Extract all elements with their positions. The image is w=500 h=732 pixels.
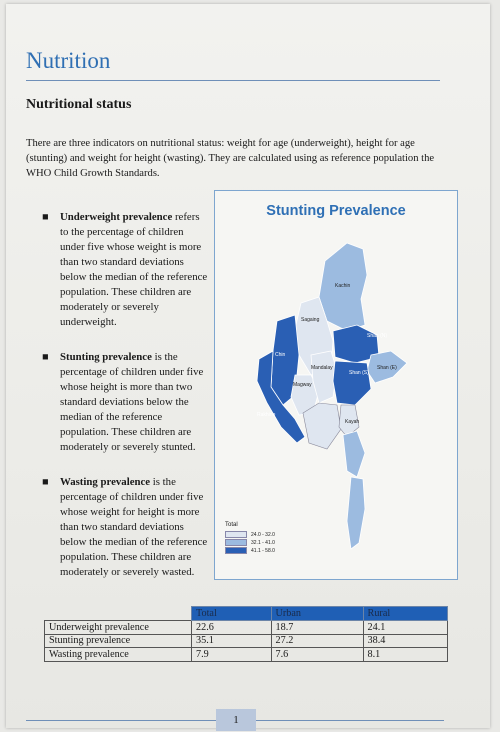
table-cell: Underweight prevalence	[45, 621, 192, 635]
section-heading: Nutritional status	[26, 97, 132, 112]
map-label: Chin	[275, 352, 286, 358]
map-label: Kayah	[345, 419, 360, 425]
bullet-term: Stunting prevalence	[60, 351, 152, 363]
table-cell: Wasting prevalence	[45, 648, 192, 662]
region-tanintharyi	[347, 477, 365, 549]
legend-swatch	[225, 547, 247, 554]
bullet-text: is the percentage of children under five whose height is more than two standard deviations below the median of the reference population. These children are moderately or severely stunted.	[60, 351, 204, 453]
table-row	[45, 648, 448, 662]
bullet-marker: ■	[42, 476, 49, 488]
map-label: Rakhine	[257, 412, 276, 418]
map-title: Stunting Prevalence	[266, 203, 406, 219]
region-shan-s	[333, 361, 371, 405]
definition-list	[42, 210, 210, 600]
map-label: Sagaing	[301, 317, 320, 323]
list-item	[42, 475, 210, 580]
table-cell: 24.1	[363, 621, 447, 635]
legend-item	[225, 531, 275, 538]
document-page	[6, 4, 490, 728]
map-label: Kachin	[335, 283, 351, 289]
table-header-cell: Urban	[271, 607, 363, 621]
table-cell: 35.1	[192, 634, 272, 648]
page-title: Nutrition	[26, 48, 111, 73]
stunting-map-figure	[214, 190, 458, 580]
legend-item	[225, 539, 275, 546]
map-label: Shan (S)	[349, 370, 369, 376]
legend-label: 24.0 - 32.0	[251, 531, 275, 538]
title-divider	[26, 80, 440, 81]
bullet-marker: ■	[42, 211, 49, 223]
table-header-cell	[45, 607, 192, 621]
intro-paragraph: There are three indicators on nutritional status: weight for age (underweight), height for age (stunting) and weight for height (wasting). They are calculated using as reference population the WHO Child Growth Standards.	[26, 138, 435, 179]
legend-swatch	[225, 539, 247, 546]
map-label: Magway	[293, 382, 312, 388]
table-cell: 22.6	[192, 621, 272, 635]
table-header-cell: Total	[192, 607, 272, 621]
bullet-term: Wasting prevalence	[60, 476, 151, 488]
table-cell: 38.4	[363, 634, 447, 648]
table-cell: 8.1	[363, 648, 447, 662]
list-item	[42, 210, 210, 330]
legend-title: Total	[225, 522, 238, 528]
legend-label: 32.1 - 41.0	[251, 539, 275, 546]
table-row	[45, 634, 448, 648]
table-row	[45, 621, 448, 635]
myanmar-map	[215, 191, 457, 579]
legend-item	[225, 547, 275, 554]
map-label: Shan (N)	[367, 333, 388, 339]
bullet-text: refers to the percentage of children under five whose weight is more than two standard deviations below the median of the reference population. These children are moderately or severely underweight.	[60, 211, 208, 328]
list-item	[42, 350, 210, 455]
bullet-marker: ■	[42, 351, 49, 363]
region-bago	[303, 403, 341, 449]
table-cell: 27.2	[271, 634, 363, 648]
table-header-cell: Rural	[363, 607, 447, 621]
table-cell: 18.7	[271, 621, 363, 635]
table-cell: Stunting prevalence	[45, 634, 192, 648]
bullet-term: Underweight prevalence	[60, 211, 173, 223]
table-cell: 7.9	[192, 648, 272, 662]
legend-label: 41.1 - 58.0	[251, 547, 275, 554]
table-cell: 7.6	[271, 648, 363, 662]
nutrition-table	[44, 606, 448, 662]
legend-swatch	[225, 531, 247, 538]
map-label: Mandalay	[311, 365, 333, 371]
bullet-text: is the percentage of children under five whose weight for height is more than two standard deviations below the median of the reference population. These children are moderately or severely wasted.	[60, 476, 208, 578]
table-header-row	[45, 607, 448, 621]
region-kayin	[343, 431, 365, 477]
map-label: Shan (E)	[377, 365, 397, 371]
page-number: 1	[216, 709, 256, 731]
